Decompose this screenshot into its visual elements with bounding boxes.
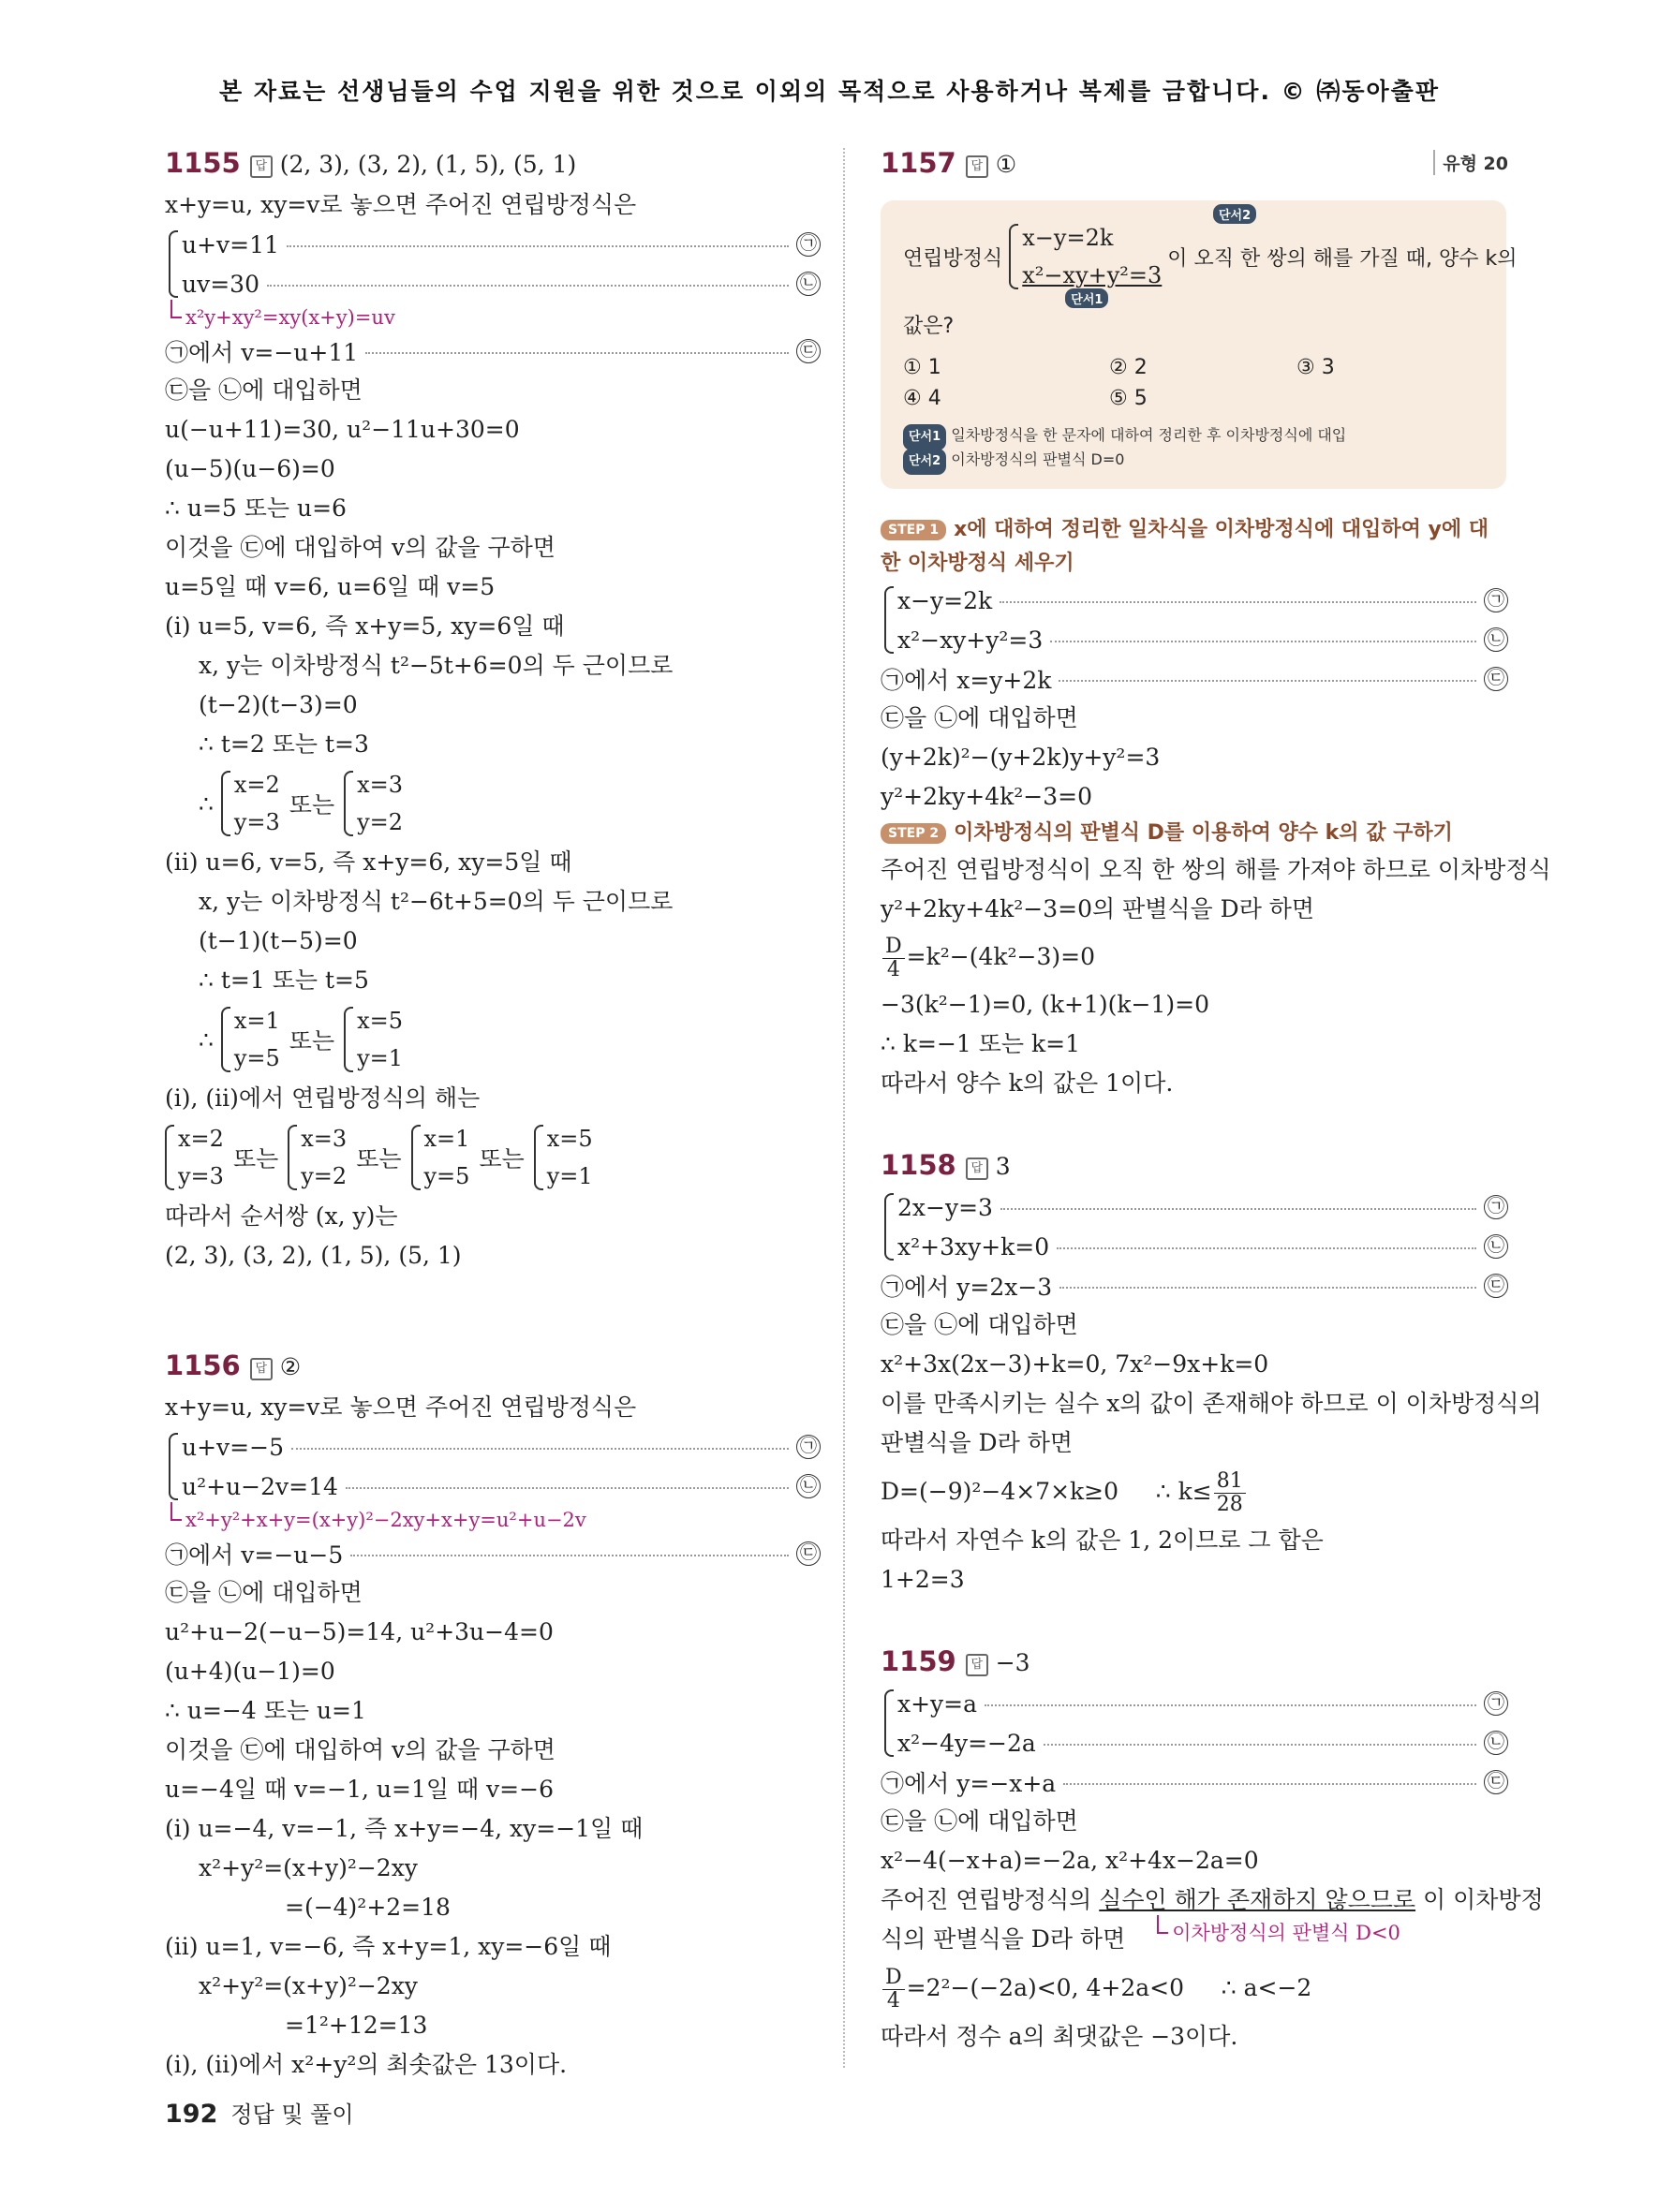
choice[interactable]: ② 2: [1109, 356, 1148, 379]
solution-line: ㉢을 ㉡에 대입하면: [165, 376, 363, 404]
solution-line: 이를 만족시키는 실수 x의 값이 존재해야 하므로 이 이차방정식의: [881, 1390, 1542, 1417]
equation: ㉠에서 v=−u−5: [165, 1541, 344, 1569]
circled-mark: ㉡: [1484, 1731, 1508, 1755]
problem-1158: [881, 1143, 1542, 1600]
answer-value: −3: [995, 1649, 1030, 1676]
equation: x−y=2k: [1022, 225, 1114, 251]
solution-line: 주어진 연립방정식이 오직 한 쌍의 해를 가져야 하므로 이차방정식: [881, 856, 1551, 883]
text: 식의 판별식을 D라 하면: [881, 1925, 1126, 1953]
step-badge: STEP 2: [881, 823, 946, 844]
equation: y=2: [301, 1163, 348, 1189]
solution-line: (u+4)(u−1)=0: [165, 1658, 335, 1685]
conclusion-line: (2, 3), (3, 2), (1, 5), (5, 1): [165, 1242, 462, 1269]
equation: x²−xy+y²=3: [1022, 262, 1163, 288]
solution-line: [881, 1880, 1544, 1920]
solution-line: (u−5)(u−6)=0: [165, 455, 335, 482]
equation: ∴ a<−2: [1221, 1974, 1312, 2001]
hint-text: 이차방정식의 판별식 D=0: [951, 450, 1125, 468]
solution-line: 이것을 ㉢에 대입하여 v의 값을 구하면: [165, 534, 555, 561]
solution-line: 이것을 ㉢에 대입하여 v의 값을 구하면: [165, 1736, 555, 1763]
final-solutions: [165, 1118, 821, 1197]
equation: 2x−y=3: [897, 1193, 993, 1221]
fraction: $\frac{D}{4}$: [882, 936, 905, 981]
side-note: x²y+xy²=xy(x+y)=uv: [165, 303, 821, 332]
solution-line: (t−2)(t−3)=0: [199, 691, 358, 718]
solution-line: y²+2ky+4k²−3=0: [881, 783, 1093, 810]
equation: x=2: [178, 1126, 224, 1152]
fraction: $\frac{81}{28}$: [1214, 1470, 1246, 1516]
solution-line: u²+u−2(−u−5)=14, u²+3u−4=0: [165, 1618, 554, 1645]
circled-mark: ㉢: [1484, 1770, 1508, 1794]
intro-line: x+y=u, xy=v로 놓으면 주어진 연립방정식은: [165, 191, 637, 218]
equation: y=2: [357, 809, 404, 835]
choice[interactable]: ① 1: [903, 356, 941, 379]
step-title: 이차방정식의 판별식 D를 이용하여 양수 k의 값 구하기: [954, 821, 1453, 845]
circled-mark: ㉠: [796, 1435, 821, 1459]
solution-line: =1²+12=13: [285, 2012, 428, 2039]
step-badge: STEP 1: [881, 520, 946, 540]
equation: y=1: [546, 1163, 593, 1189]
conclusion-line: 따라서 양수 k의 값은 1이다.: [881, 1069, 1174, 1097]
equation: x=3: [357, 772, 404, 798]
problem-1155: [165, 140, 821, 1276]
conclusion-line: 따라서 순서쌍 (x, y)는: [165, 1202, 398, 1230]
solution-line: (ⅰ), (ⅱ)에서 연립방정식의 해는: [165, 1084, 481, 1112]
case-solution: [165, 1000, 821, 1079]
solution-line: ∴ t=2 또는 t=3: [199, 730, 369, 758]
equation: x=5: [357, 1008, 404, 1034]
problem-number: 1156: [165, 1349, 241, 1381]
equation: y=5: [423, 1163, 470, 1189]
circled-mark: ㉡: [796, 1474, 821, 1498]
equation-system: [165, 225, 821, 303]
case-line: (ⅰ) u=−4, v=−1, 즉 x+y=−4, xy=−1일 때: [165, 1815, 644, 1842]
equation: D=(−9)²−4×7×k≥0: [881, 1478, 1119, 1505]
text: 이 이차방정: [1415, 1886, 1544, 1913]
problem-1157: [881, 140, 1551, 1103]
or-text: 또는: [289, 1027, 335, 1054]
side-note: 이차방정식의 판별식 D<0: [1151, 1919, 1400, 1947]
step-heading: [881, 817, 1508, 850]
equation: x²−4y=−2a: [897, 1729, 1036, 1757]
equation: uv=30: [182, 270, 259, 298]
step-title: x에 대하여 정리한 일차식을 이차방정식에 대입하여 y에 대한 이차방정식 세우기: [881, 518, 1489, 575]
hint-tag: 단서1: [1065, 288, 1108, 308]
equation: x=2: [233, 772, 280, 798]
solution-line: x, y는 이차방정식 t²−6t+5=0의 두 근이므로: [199, 888, 674, 915]
case-line: (ⅰ) u=5, v=6, 즉 x+y=5, xy=6일 때: [165, 612, 565, 640]
choice[interactable]: ⑤ 5: [1109, 387, 1148, 410]
text: 주어진 연립방정식의: [881, 1886, 1100, 1913]
solution-line: −3(k²−1)=0, (k+1)(k−1)=0: [881, 991, 1210, 1018]
equation: ㉠에서 v=−u+11: [165, 339, 359, 366]
type-tag: 유형 20: [1433, 150, 1508, 175]
question-text: 값은?: [903, 315, 955, 338]
equation: u+v=−5: [182, 1433, 284, 1461]
solution-line: (y+2k)²−(y+2k)y+y²=3: [881, 744, 1161, 771]
equation-system: [881, 581, 1508, 659]
circled-mark: ㉡: [1484, 627, 1508, 652]
equation: =2²−(−2a)<0, 4+2a<0: [906, 1974, 1184, 2001]
solution-line: ∴ u=5 또는 u=6: [165, 494, 347, 522]
equation: u+v=11: [182, 230, 279, 258]
equation: y=3: [233, 809, 280, 835]
case-line: (ⅱ) u=6, v=5, 즉 x+y=6, xy=5일 때: [165, 848, 572, 876]
solution-line: x, y는 이차방정식 t²−5t+6=0의 두 근이므로: [199, 652, 674, 679]
solution-line: [881, 929, 1508, 985]
equation: x=5: [546, 1126, 593, 1152]
answer-badge-icon: 답: [966, 1158, 988, 1180]
circled-mark: ㉠: [1484, 1195, 1508, 1219]
circled-mark: ㉠: [1484, 1691, 1508, 1716]
or-text: 또는: [289, 791, 335, 818]
fraction: $\frac{D}{4}$: [882, 1967, 905, 2013]
problem-1156: [165, 1343, 821, 2085]
column-divider: [843, 148, 845, 2068]
conclusion-line: 따라서 정수 a의 최댓값은 −3이다.: [881, 2023, 1238, 2050]
right-column: [881, 140, 1551, 2057]
circled-mark: ㉡: [796, 272, 821, 296]
equation: y=5: [233, 1045, 280, 1071]
solution-line: x²+y²=(x+y)²−2xy: [199, 1854, 418, 1881]
hint-tag: 단서2: [903, 449, 946, 475]
equation: x−y=2k: [897, 586, 993, 614]
question-box: [881, 200, 1518, 489]
equation: y=1: [357, 1045, 404, 1071]
circled-mark: ㉠: [1484, 588, 1508, 612]
hint-line: [903, 448, 1484, 472]
footer-label: 정답 및 풀이: [230, 2101, 354, 2128]
circled-mark: ㉡: [1484, 1234, 1508, 1259]
copyright-notice: 본 자료는 선생님들의 수업 지원을 위한 것으로 이외의 목적으로 사용하거나 복제를 금합니다. © ㈜동아출판: [219, 78, 1440, 105]
answer-value: ②: [279, 1353, 302, 1380]
therefore-symbol: ∴: [199, 1025, 214, 1054]
solution-line: ㉢을 ㉡에 대입하면: [881, 704, 1078, 731]
equation: u²+u−2v=14: [182, 1472, 338, 1500]
solution-line: ㉢을 ㉡에 대입하면: [165, 1579, 363, 1606]
choice[interactable]: ④ 4: [903, 387, 941, 410]
circled-mark: ㉢: [796, 339, 821, 363]
solution-line: u(−u+11)=30, u²−11u+30=0: [165, 416, 520, 443]
equation: =k²−(4k²−3)=0: [906, 943, 1095, 970]
solution-line: ㉢을 ㉡에 대입하면: [881, 1807, 1078, 1835]
or-text: 또는: [356, 1145, 402, 1172]
side-note: x²+y²+x+y=(x+y)²−2xy+x+y=u²+u−2v: [165, 1506, 821, 1534]
answer-badge-icon: 답: [966, 155, 988, 178]
equation: y=3: [178, 1163, 224, 1189]
circled-mark: ㉢: [796, 1541, 821, 1566]
equation: x=1: [233, 1008, 280, 1034]
equation: ㉠에서 x=y+2k: [881, 667, 1052, 694]
case-solution: [165, 764, 821, 843]
solution-line: x²+y²=(x+y)²−2xy: [199, 1972, 418, 1999]
equation-system: [165, 1427, 821, 1506]
therefore-symbol: ∴: [199, 789, 214, 818]
answer-badge-icon: 답: [966, 1654, 988, 1676]
equation: x+y=a: [897, 1689, 978, 1718]
equation: x²−xy+y²=3: [897, 626, 1044, 654]
hint-tag: 단서2: [1213, 204, 1256, 224]
solution-line: ㉢을 ㉡에 대입하면: [881, 1311, 1078, 1338]
or-text: 또는: [232, 1145, 279, 1172]
question-text: 이 오직 한 쌍의 해를 가질 때, 양수 k의: [1167, 246, 1518, 271]
problem-1159: [881, 1639, 1544, 2057]
intro-line: x+y=u, xy=v로 놓으면 주어진 연립방정식은: [165, 1394, 637, 1421]
solution-line: [881, 1959, 1508, 2017]
hint-line: [903, 423, 1484, 448]
step-heading: [881, 513, 1499, 581]
equation: x²+3xy+k=0: [897, 1232, 1050, 1261]
conclusion-line: 따라서 자연수 k의 값은 1, 2이므로 그 합은: [881, 1526, 1324, 1554]
solution-line: x²+3x(2x−3)+k=0, 7x²−9x+k=0: [881, 1350, 1269, 1378]
problem-number: 1159: [881, 1645, 956, 1677]
equation-system: [881, 1684, 1508, 1762]
case-line: (ⅱ) u=1, v=−6, 즉 x+y=1, xy=−6일 때: [165, 1933, 612, 1960]
solution-line: (t−1)(t−5)=0: [199, 927, 358, 954]
solution-line: [881, 1920, 1508, 1959]
underlined-text: 실수인 해가 존재하지 않으므로: [1099, 1886, 1416, 1913]
choice[interactable]: ③ 3: [1296, 356, 1335, 379]
solution-line: [881, 1463, 1508, 1521]
answer-value: (2, 3), (3, 2), (1, 5), (5, 1): [279, 151, 577, 178]
question-text: 연립방정식: [903, 246, 1003, 271]
left-column: [165, 140, 821, 2085]
hint-text: 일차방정식을 한 문자에 대하여 정리한 후 이차방정식에 대입: [951, 426, 1347, 444]
solution-line: y²+2ky+4k²−3=0의 판별식을 D라 하면: [881, 895, 1315, 922]
choices: [903, 356, 1484, 410]
solution-line: ∴ u=−4 또는 u=1: [165, 1697, 366, 1724]
page-footer: [165, 2096, 354, 2129]
solution-line: x²−4(−x+a)=−2a, x²+4x−2a=0: [881, 1847, 1259, 1874]
solution-line: 판별식을 D라 하면: [881, 1429, 1073, 1456]
answer-badge-icon: 답: [250, 155, 273, 178]
answer-badge-icon: 답: [250, 1358, 273, 1380]
circled-mark: ㉢: [1484, 1274, 1508, 1298]
solution-line: u=−4일 때 v=−1, u=1일 때 v=−6: [165, 1776, 554, 1803]
solution-line: ∴ k=−1 또는 k=1: [881, 1030, 1080, 1057]
or-text: 또는: [479, 1145, 525, 1172]
solution-line: u=5일 때 v=6, u=6일 때 v=5: [165, 573, 496, 600]
circled-mark: ㉢: [1484, 667, 1508, 691]
solution-line: =(−4)²+2=18: [285, 1894, 451, 1921]
equation: ㉠에서 y=2x−3: [881, 1274, 1053, 1301]
problem-number: 1155: [165, 147, 241, 179]
page-number: 192: [165, 2100, 218, 2129]
conclusion-line: (ⅰ), (ⅱ)에서 x²+y²의 최솟값은 13이다.: [165, 2051, 568, 2078]
solution-line: ∴ t=1 또는 t=5: [199, 966, 369, 994]
answer-value: 3: [995, 1153, 1011, 1180]
conclusion-line: 1+2=3: [881, 1566, 965, 1593]
equation: ∴ k≤: [1155, 1478, 1212, 1505]
hint-tag: 단서1: [903, 424, 946, 450]
equation: ㉠에서 y=−x+a: [881, 1770, 1057, 1797]
equation: x=3: [301, 1126, 348, 1152]
answer-value: ①: [995, 151, 1017, 178]
equation: x=1: [423, 1126, 470, 1152]
equation-system: [881, 1187, 1508, 1266]
problem-number: 1158: [881, 1149, 956, 1181]
circled-mark: ㉠: [796, 232, 821, 257]
problem-number: 1157: [881, 147, 956, 179]
